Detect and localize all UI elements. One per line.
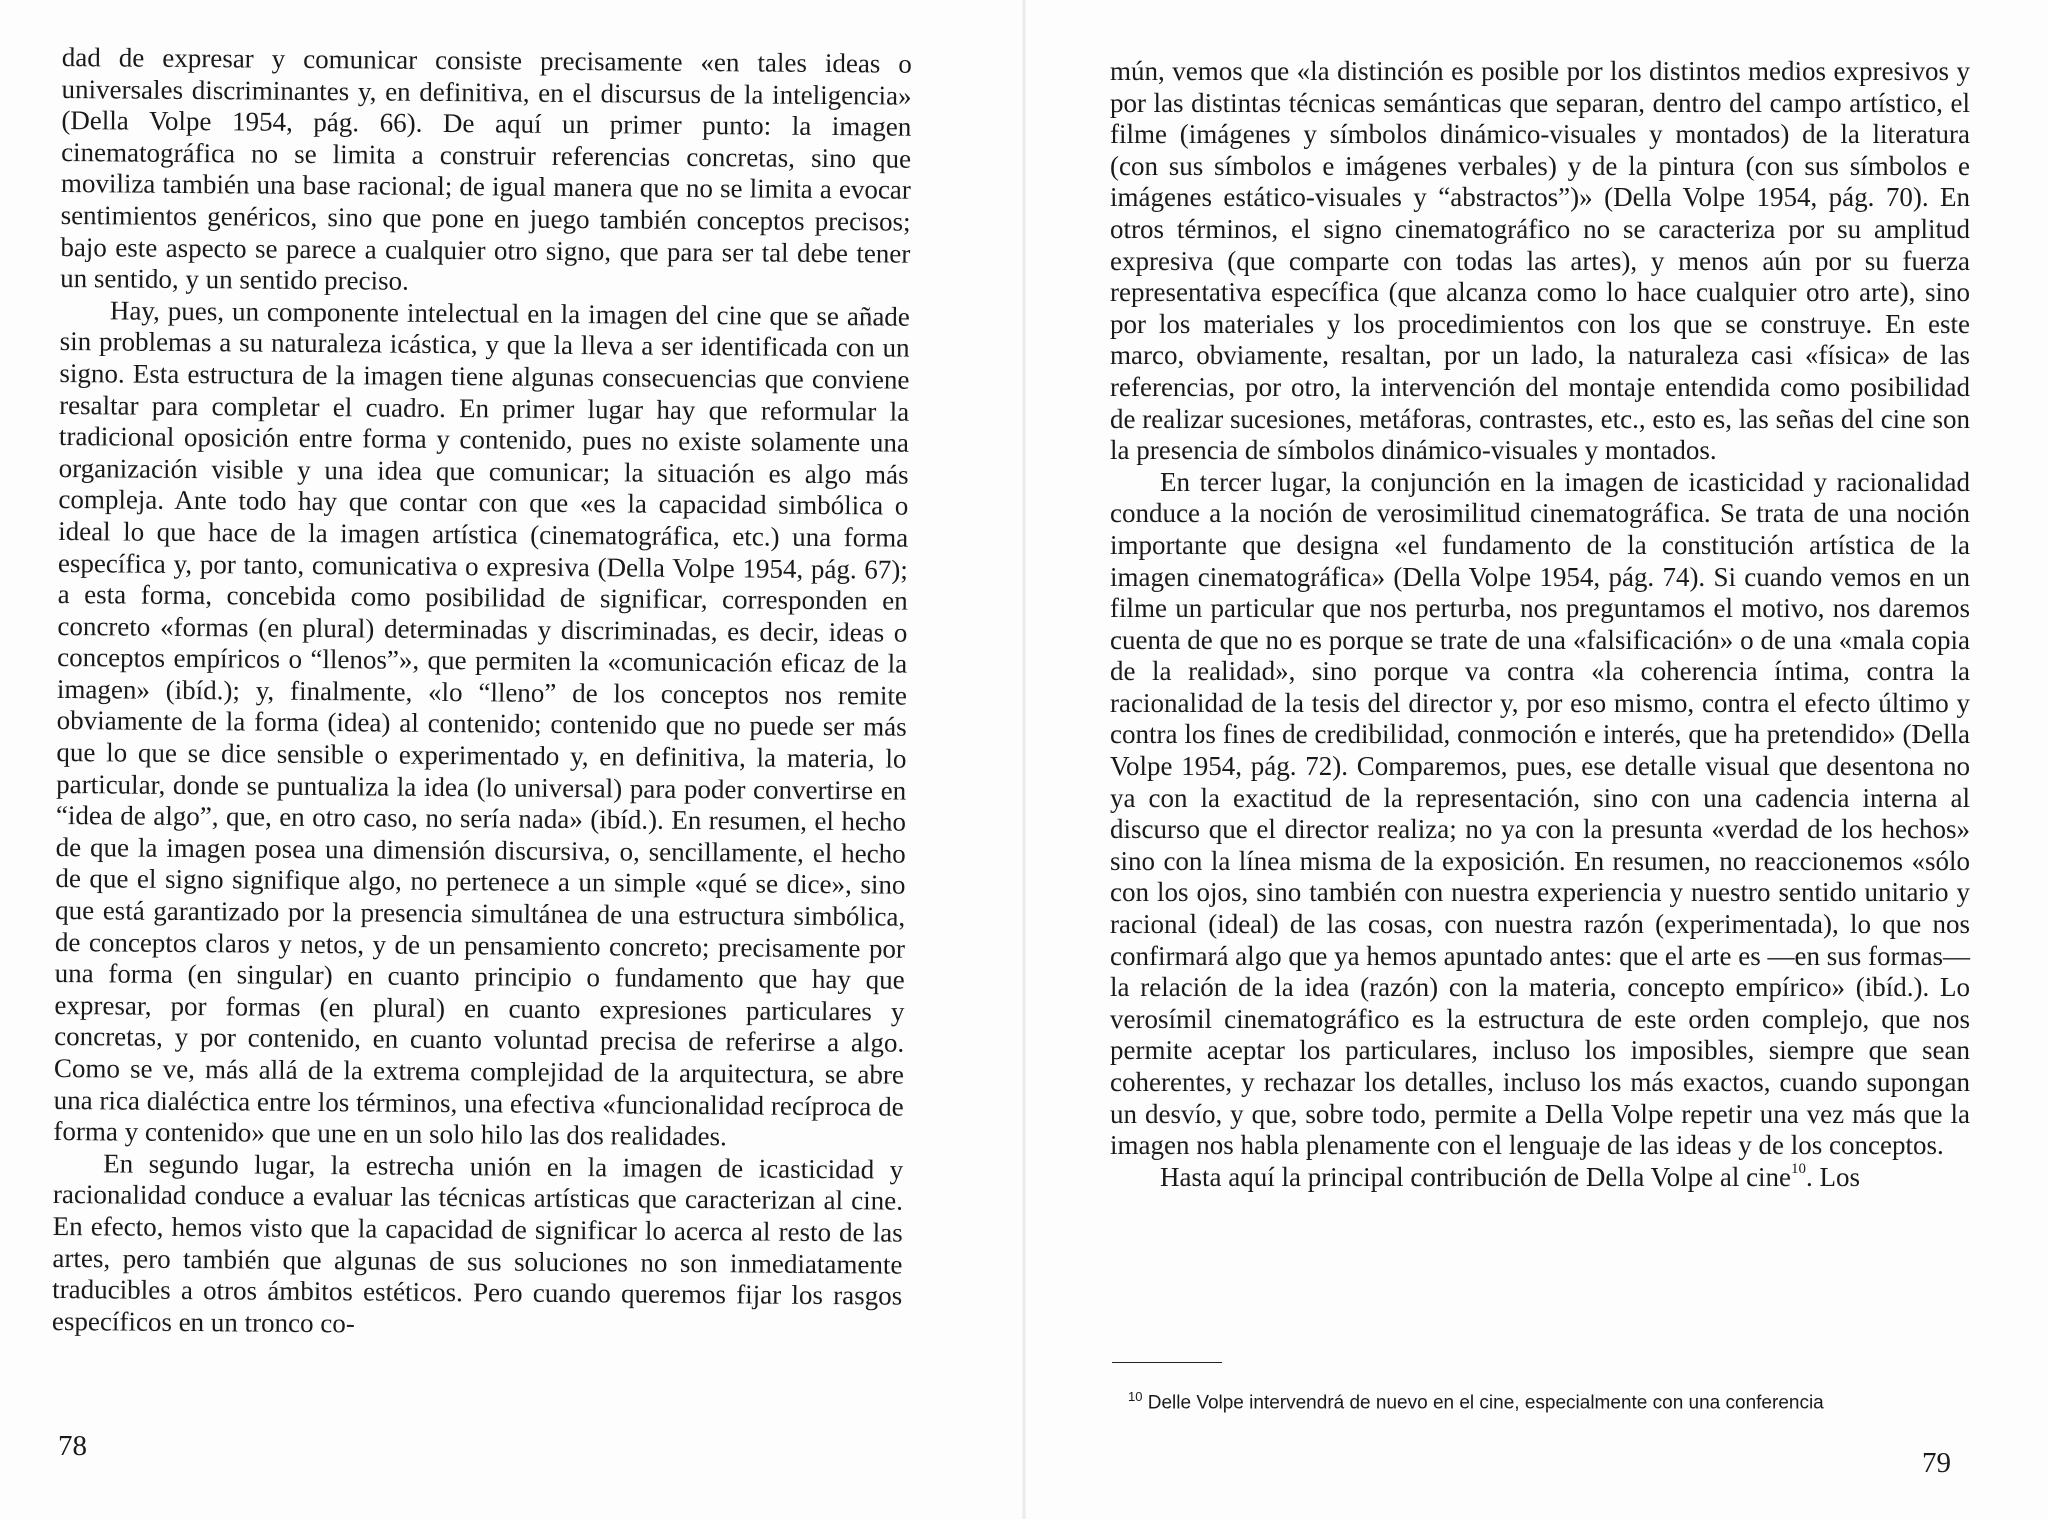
footnote-number: 10 bbox=[1128, 1389, 1143, 1404]
left-paragraph-2: Hay, pues, un componente intelectual en la imagen del cine que se añade sin problemas a su naturaleza icástica, y que la lleva a ser identificada con un signo. Esta estructura de la imagen tiene algunas consecuencias que conviene resaltar para completar el cuadro. En primer lugar hay que reformular la tradicional oposición entre forma y contenido, pues no existe solamente una organización visible y una idea que comunicar; la situación es algo más compleja. Ante todo hay que contar con que «es la capacidad simbólica o ideal lo que hace de la imagen artística (cinematográfica, etc.) una forma específica y, por tanto, comunicativa o expresiva (Della Volpe 1954, pág. 67); a esta forma, concebida como posibilidad de significar, corresponden en concreto «formas (en plural) determinadas y discriminadas, es decir, ideas o conceptos empíricos o “llenos”», que permiten la «comunicación eficaz de la imagen» (ibíd.); y, finalmente, «lo “lleno” de los conceptos nos remite obviamente de la forma (idea) al contenido; contenido que no puede ser más que lo que se dice sensible o experimentado y, en definitiva, la materia, lo particular, donde se puntualiza la idea (lo universal) para poder convertirse en “idea de algo”, que, en otro caso, no sería nada» (ibíd.). En resumen, el hecho de que la imagen posea una dimensión discursiva, o, sencillamente, el hecho de que el signo signifique algo, no pertenece a un simple «qué se dice», sino que está garantizado por la presencia simultánea de una estructura simbólica, de conceptos claros y netos, y de un pensamiento concreto; precisamente por una forma (en singular) en cuanto principio o fundamento que hay que expresar, por formas (en plural) en cuanto expresiones particulares y concretas, y por contenido, en cuanto voluntad precisa de referirse a algo. Como se ve, más allá de la extrema complejidad de la arquitectura, se abre una rica dialéctica entre los términos, una efectiva «funcionalidad recíproca de forma y contenido» que une en un solo hilo las dos realidades. bbox=[53, 295, 910, 1152]
footnote-text: Delle Volpe intervendrá de nuevo en el cine, especialmente con una conferencia bbox=[1147, 1392, 1824, 1414]
right-page-body bbox=[1110, 56, 1970, 1193]
right-paragraph-3 bbox=[1110, 1162, 1970, 1194]
book-gutter bbox=[1022, 0, 1026, 1519]
left-paragraph-3: En segundo lugar, la estrecha unión en la imagen de icasticidad y racionalidad conduce a evaluar las técnicas artísticas que caracterizan al cine. En efecto, hemos visto que la capacidad de significar lo acerca al resto de las artes, pero también que algunas de sus soluciones no son inmediatamente traducibles a otros ámbitos estéticos. Pero cuando queremos fijar los rasgos específicos en un tronco co- bbox=[51, 1148, 904, 1339]
right-paragraph-3-tail: . Los bbox=[1806, 1161, 1861, 1192]
right-paragraph-2: En tercer lugar, la conjunción en la imagen de icasticidad y racionalidad conduce a la noción de verosimilitud cinematográfica. Se trata de una noción importante que designa «el fundamento de la constitución artística de la imagen cinematográfica» (Della Volpe 1954, pág. 74). Si cuando vemos en un filme un particular que nos perturba, nos preguntamos el motivo, nos daremos cuenta de que no es porque se trate de una «falsificación» o de una «mala copia de la realidad», sino porque va contra «la coherencia íntima, contra la racionalidad de la tesis del director y, por eso mismo, contra el efecto último y contra los fines de credibilidad, conmoción e interés, que ha pretendido» (Della Volpe 1954, pág. 72). Comparemos, pues, ese detalle visual que desentona no ya con la exactitud de la representación, sino con una cadencia interna al discurso que el director realiza; no ya con la presunta «verdad de los hechos» sino con la línea misma de la exposición. En resumen, no reaccionemos «sólo con los ojos, sino también con nuestra experiencia y nuestro sentido unitario y racional (ideal) de las cosas, con nuestra razón (experimentada), lo que nos confirmará algo que ya hemos apuntado antes: que el arte es —en sus formas— la relación de la idea (razón) con la materia, concepto empírico» (ibíd.). Lo verosímil cinematográfico es la estructura de este orden complejo, que nos permite aceptar los particulares, incluso los imposibles, siempre que sean coherentes, y rechazar los detalles, incluso los más exactos, cuando supongan un desvío, y que, sobre todo, permite a Della Volpe repetir una vez más que la imagen nos habla plenamente con el lenguaje de las ideas y de los conceptos. bbox=[1110, 466, 1970, 1161]
right-page bbox=[1028, 0, 2048, 1519]
left-page-number: 78 bbox=[58, 1430, 87, 1462]
right-page-number: 79 bbox=[1922, 1447, 1951, 1479]
right-paragraph-1: mún, vemos que «la distinción es posible por los distintos medios expresivos y por las distintas técnicas semánticas que separan, dentro del campo artístico, el filme (imágenes y símbolos dinámico-visuales y montados) de la literatura (con sus símbolos e imágenes verbales) y de la pintura (con sus símbolos e imágenes estático-visuales y “abstractos”)» (Della Volpe 1954, pág. 70). En otros términos, el signo cinematográfico no se caracteriza por su amplitud expresiva (que comparte con todas las artes), y menos aún por su fuerza representativa específica (que alcanza como lo hace cualquier otro arte), sino por los materiales y los procedimientos con los que se construye. En este marco, obviamente, resaltan, por un lado, la naturaleza casi «física» de las referencias, por otro, la intervención del montaje entendida como posibilidad de realizar sucesiones, metáforas, contrastes, etc., esto es, las señas del cine son la presencia de símbolos dinámico-visuales y montados. bbox=[1110, 56, 1970, 466]
left-paragraph-1: dad de expresar y comunicar consiste precisamente «en tales ideas o universales discriminantes y, en definitiva, en el discursus de la inteligencia» (Della Volpe 1954, pág. 66). De aquí un primer punto: la imagen cinematográfica no se limita a construir referencias concretas, sino que moviliza también una base racional; de igual manera que no se limita a evocar sentimientos genéricos, sino que pone en juego también conceptos precisos; bajo este aspecto se parece a cualquier otro signo, que para ser tal debe tener un sentido, y un sentido preciso. bbox=[60, 42, 912, 296]
footnote bbox=[1128, 1385, 1988, 1415]
footnote-divider bbox=[1112, 1362, 1222, 1363]
right-paragraph-3-text: Hasta aquí la principal contribución de Della Volpe al cine bbox=[1160, 1161, 1792, 1192]
left-page-body bbox=[52, 42, 912, 1344]
footnote-reference: 10 bbox=[1791, 1160, 1807, 1177]
left-page bbox=[0, 0, 1020, 1519]
